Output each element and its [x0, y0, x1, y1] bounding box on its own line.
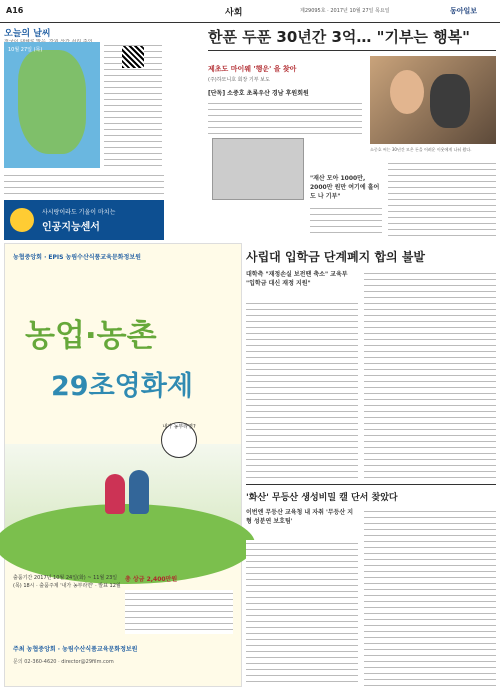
child-figure [129, 470, 149, 514]
story2-deck: 대학측 "재정손실 보전땐 축소" 교육부 "입학금 대신 재정 지원" [246, 271, 348, 287]
donor-photo [370, 56, 496, 144]
person-figure [430, 74, 470, 128]
weather-title: 오늘의 날씨 [4, 29, 51, 39]
machine-photo [212, 138, 304, 200]
pull-quote: "재산 모아 1000만, 2000만 원만 여기에 흘어도 나 기부" [310, 175, 380, 200]
person-figure [390, 70, 424, 114]
story3-headline: '화산' 무등산 생성비밀 캘 단서 찾았다 [246, 493, 398, 503]
speech-bubble: 내가 농부라면? [161, 422, 197, 458]
top-body-text [208, 100, 362, 136]
issue-info: 제29095호 · 2017년 10월 27일 목요일 [300, 8, 390, 14]
story3-deck: 이번엔 무등산 교육청 내 자취 '무등산 지형 성분연 보호팀' [246, 509, 354, 525]
body-column [246, 540, 358, 686]
divider [208, 50, 496, 51]
body-column [310, 205, 382, 235]
sensor-ad-line2: 인공지능센서 [42, 222, 100, 233]
ad-title-line2: 29초영화제 [51, 371, 193, 402]
body-column [364, 270, 496, 480]
sensor-ad [4, 200, 164, 240]
weather-notes [4, 172, 164, 196]
top-kicker: 제초도 마이웨 '행운' 을 찾아 [208, 65, 297, 73]
body-column [388, 160, 496, 236]
child-figure [105, 474, 125, 514]
qr-code-icon [122, 46, 144, 68]
sensor-icon [10, 208, 34, 232]
story2-headline: 사립대 입학금 단계폐지 합의 불발 [246, 250, 426, 264]
top-subline: (주)하모니호 회장 기부 보도 [208, 77, 270, 83]
ad-footer: 주최 농협중앙회 · 농림수산식품교육문화정보원 [13, 646, 138, 653]
newspaper-brand: 동아일보 [450, 7, 478, 15]
section-title: 사회 [225, 8, 243, 18]
ad-logos: 농협중앙회 · EPIS 농림수산식품교육문화정보원 [13, 254, 141, 261]
film-festival-ad [4, 243, 242, 687]
ad-details [125, 590, 233, 634]
weather-date: 10월 27일 (목) [8, 47, 43, 53]
green-hill [0, 504, 255, 584]
ad-title-line1: 농업·농촌 [25, 318, 157, 354]
divider [246, 484, 496, 485]
top-headline: 한푼 두푼 30년간 3억… "기부는 행복" [208, 28, 470, 46]
korea-map-shape [18, 50, 86, 154]
body-column [246, 300, 358, 480]
photo-caption: 소중호 씨는 30년간 모은 돈을 어려운 이웃에게 나눠 왔다. [370, 147, 472, 152]
body-column [364, 508, 496, 686]
top-reporter: [단독] 소중호 초록우산 경남 후원회원 [208, 90, 309, 97]
ad-contact: 문의 02-360-4620 · director@29film.com [13, 659, 114, 665]
ad-dates: 출품기간 2017년 10월 24일(화) ~ 11월 23일(목) 18시 · 출품주제 '내가 농부라면' · 발표 12월 [13, 575, 121, 589]
weather-map [4, 42, 100, 168]
page-header [0, 0, 500, 23]
page-number: A16 [6, 6, 24, 15]
ad-prize: 총 상금 2,400만원 [125, 576, 178, 583]
sensor-ad-line1: 사시랑이라도 기울이 마치는 [42, 209, 116, 216]
